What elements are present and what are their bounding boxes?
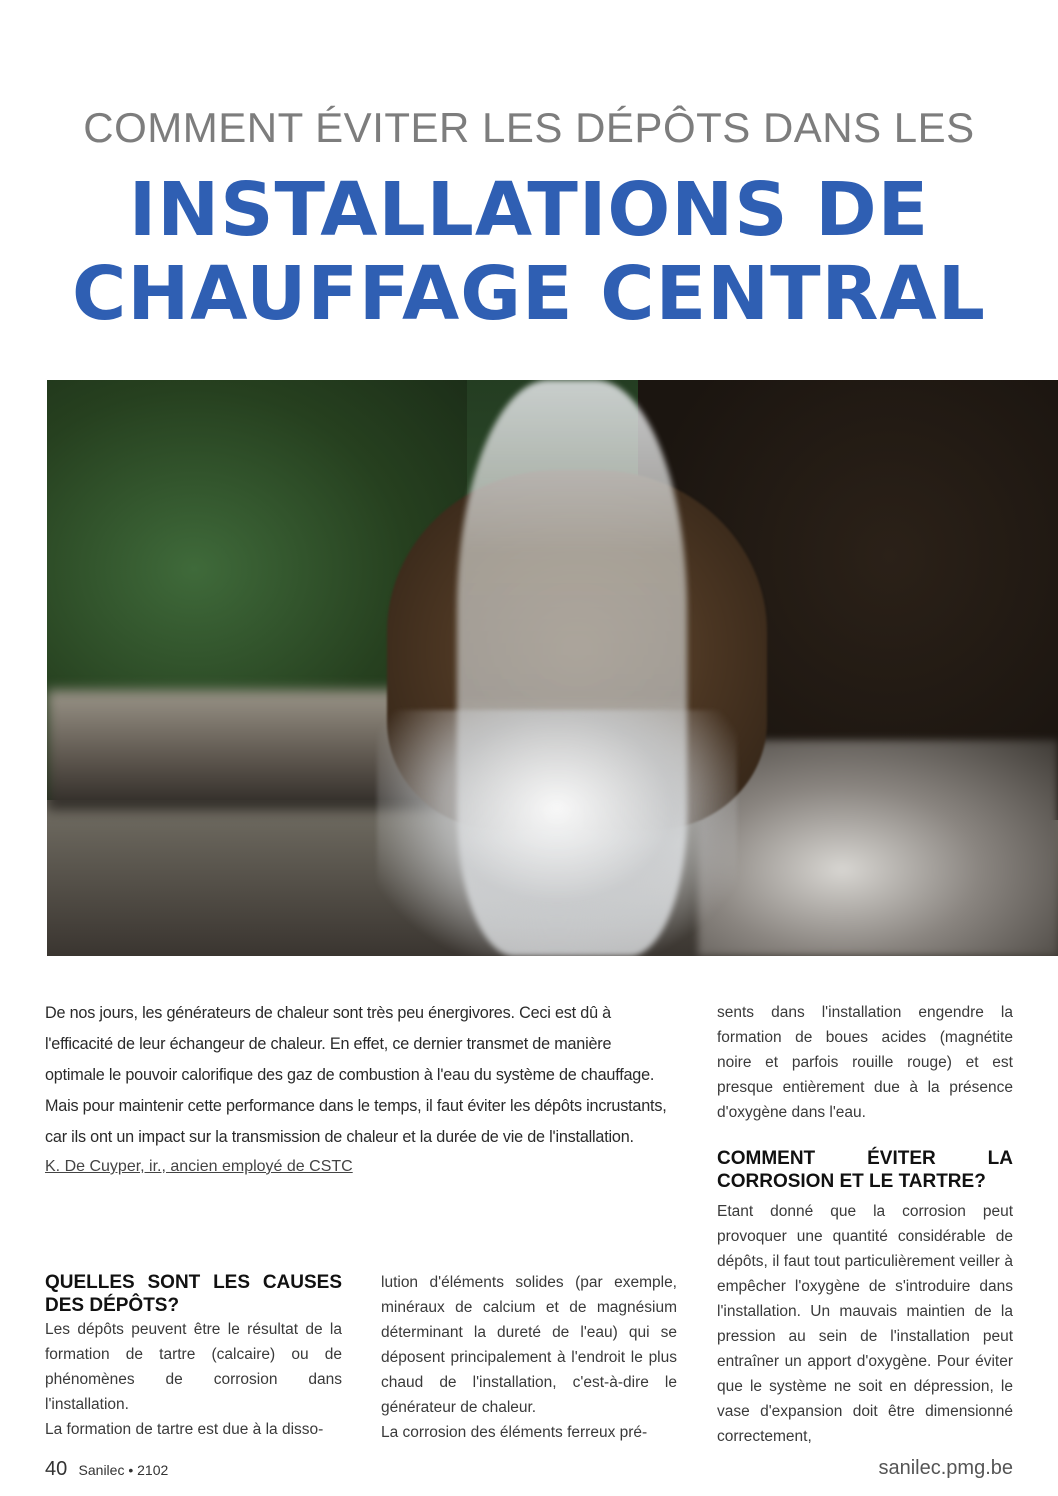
page-number: 40 bbox=[45, 1458, 68, 1480]
paragraph: La formation de tartre est due à la disso- bbox=[45, 1421, 324, 1438]
intro-paragraph: De nos jours, les générateurs de chaleur sont très peu énergivores. Ceci est dû à l'efficacité de leur échangeur de chaleur. En effet, ce dernier transmet de manière optimale le pouvoir calorifique des gaz de combustion à l'eau du système de chauffage. Mais pour maintenir cette performance dans le temps, il faut éviter les dépôts incrustants, car ils ont un impact sur la transmission de chaleur et la durée de vie de l'installation. bbox=[45, 1004, 667, 1146]
author-byline: K. De Cuyper, ir., ancien employé de CSTC bbox=[45, 1158, 353, 1175]
website-link[interactable]: sanilec.pmg.be bbox=[878, 1457, 1013, 1479]
section-heading-causes: QUELLES SONT LES CAUSES DES DÉPÔTS? bbox=[45, 1272, 342, 1316]
paragraph: Les dépôts peuvent être le résultat de la formation de tartre (calcaire) ou de phénomènes de corrosion dans l'installation. bbox=[45, 1321, 342, 1413]
paragraph: Etant donné que la corrosion peut provoquer une quantité considérable de dépôts, il faut tout particulièrement veiller à empêcher l'oxygène de s'introduire dans l'installation. Un mauvais maintien de la pression au sein de l'installation peut entraîner un apport d'oxygène. Pour éviter que le système ne soit en dépression, le vase d'expansion doit être dimensionné correctement, bbox=[717, 1203, 1013, 1445]
article-title-line-1: INSTALLATIONS DE bbox=[128, 167, 930, 253]
article-title-line-2: CHAUFFAGE CENTRAL bbox=[72, 251, 986, 337]
paragraph: La corrosion des éléments ferreux pré- bbox=[381, 1424, 648, 1441]
paragraph: lution d'éléments solides (par exemple, minéraux de calcium et de magnésium déterminant la dureté de l'eau) qui se déposent principalement à l'endroit le plus chaud de l'installation, c'est-à-dire le générateur de chaleur. bbox=[381, 1274, 677, 1416]
paragraph: sents dans l'installation engendre la formation de boues acides (magnétite noire et parfois rouille rouge) et est presque entièrement due à la présence d'oxygène dans l'eau. bbox=[717, 1004, 1013, 1121]
column-3-bottom bbox=[717, 1147, 1013, 1449]
column-2 bbox=[381, 1270, 677, 1445]
article-kicker: COMMENT ÉVITER LES DÉPÔTS DANS LES bbox=[83, 104, 975, 151]
section-heading-prevention: COMMENT ÉVITER LA CORROSION ET LE TARTRE? bbox=[717, 1148, 1013, 1192]
page-footer-left bbox=[45, 1458, 168, 1481]
column-1 bbox=[45, 1271, 342, 1442]
hero-photo-water-pipe bbox=[47, 380, 1058, 956]
column-3-top bbox=[717, 1000, 1013, 1125]
magazine-issue: Sanilec • 2102 bbox=[78, 1462, 169, 1478]
